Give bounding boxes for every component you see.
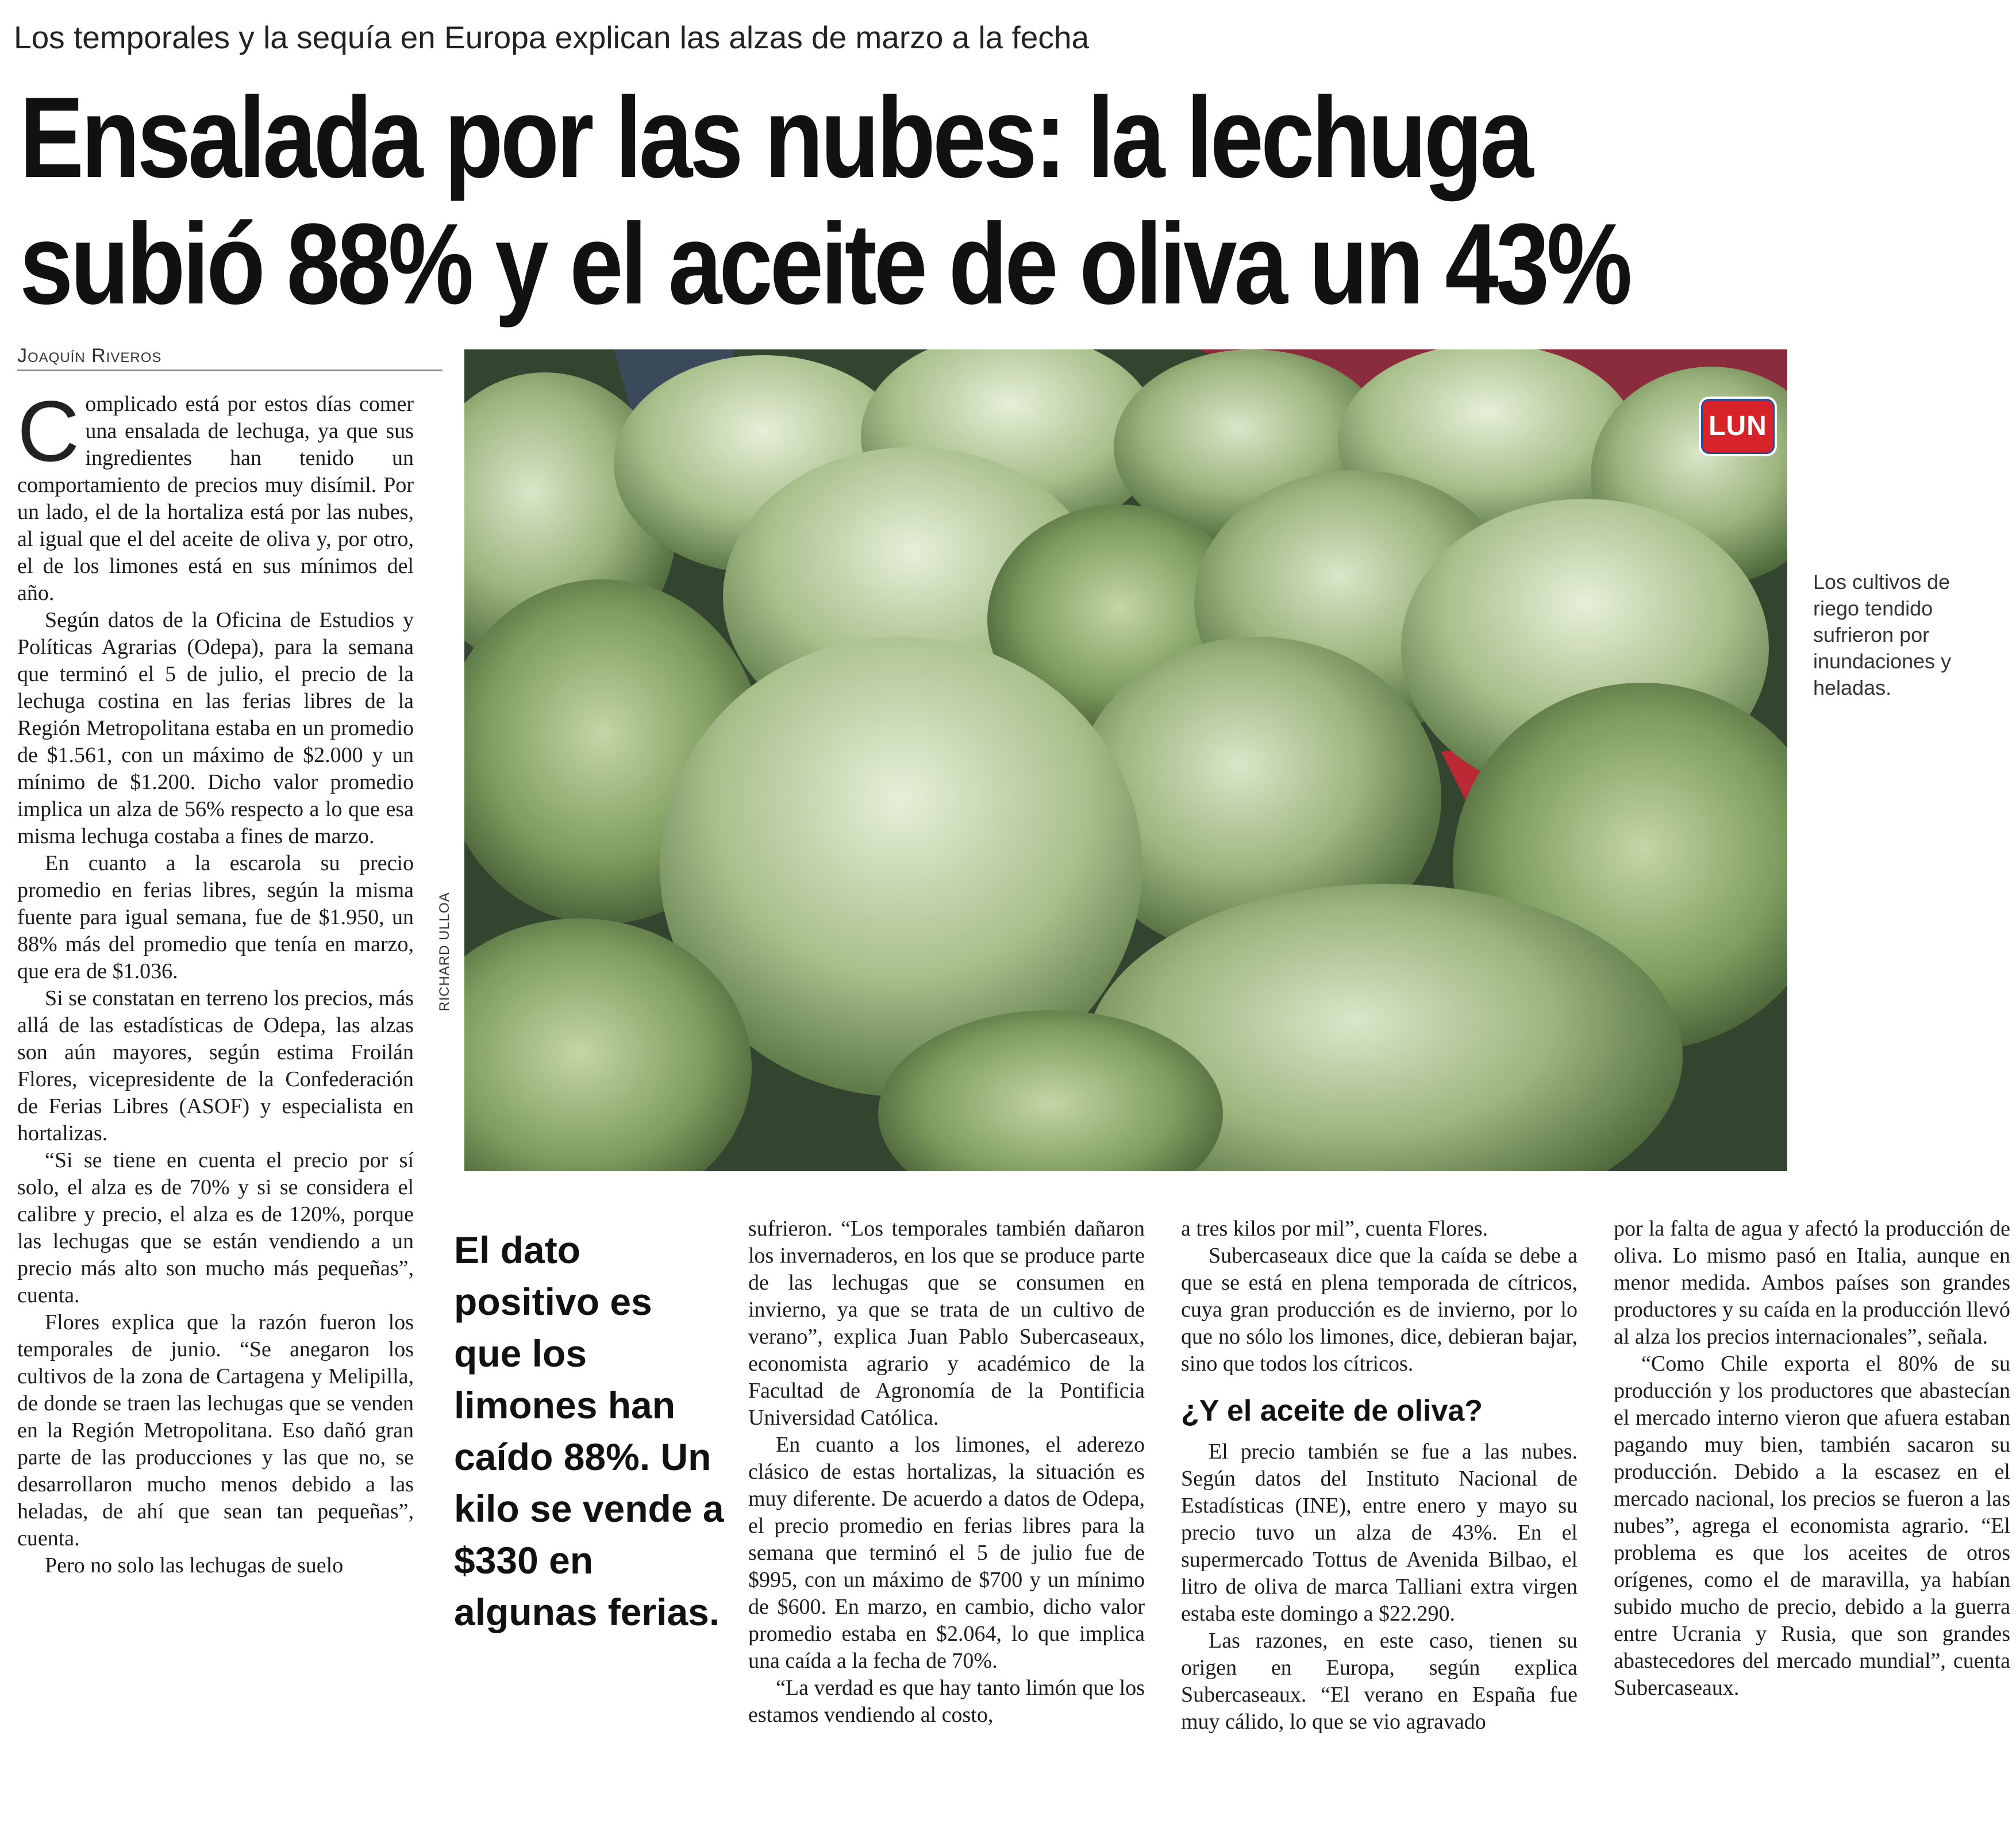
article-column-2 <box>748 1215 1145 1729</box>
paragraph: En cuanto a la escarola su precio promedio en ferias libres, según la misma fuente para igual semana, fue de $1.950, un 88% más del promedio que tenía en marzo, que era de $1.036. <box>17 851 414 983</box>
paragraph: Si se constatan en terreno los precios, más allá de las estadísticas de Odepa, las alzas son aún mayores, según estima Froilán Flores, vicepresidente de la Confederación de Ferias Libres (ASOF) y especialista en hortalizas. <box>17 986 414 1145</box>
paragraph <box>17 383 414 607</box>
photo-caption: Los cultivos de riego tendido sufrieron por inundaciones y heladas. <box>1813 570 1952 699</box>
kicker: Los temporales y la sequía en Europa explican las alzas de marzo a la fecha <box>14 20 1090 55</box>
paragraph: El precio también se fue a las nubes. Según datos del Instituto Nacional de Estadísticas (INE), entre enero y mayo su precio tuvo un alza de 43%. En el supermercado Tottus de Avenida Bilbao, el litro de oliva de marca Talliani extra virgen estaba este domingo a $22.290. <box>1181 1440 1578 1626</box>
lettuce-photo <box>464 349 1787 1171</box>
paragraph-text: omplicado está por estos días comer una ensalada de lechuga, ya que sus ingredientes han tenido un comportamiento de precios muy disímil. Por un lado, el de la hortaliza está por las nubes, al igual que el del aceite de oliva y, por otro, el de los limones está en sus mínimos del año. <box>17 392 414 605</box>
headline: Ensalada por las nubes: la lechuga subió 88% y el aceite de oliva un 43% <box>20 74 1630 328</box>
lettuce-illustration <box>464 349 1787 1171</box>
paragraph: Pero no solo las lechugas de suelo <box>45 1553 344 1578</box>
pull-quote: El dato positivo es que los limones han caído 88%. Un kilo se vende a $330 en algunas ferias. <box>454 1229 724 1633</box>
paragraph: “Si se tiene en cuenta el precio por sí solo, el alza es de 70% y si se considera el calibre y precio, el alza es de 120%, porque las lechugas que se están vendiendo a un precio más alto son mucho más pequeñas”, cuenta. <box>17 1148 414 1307</box>
article-column-4 <box>1614 1215 2010 1702</box>
paragraph: “Como Chile exporta el 80% de su producción y los productores que abastecían el mercado interno vieron que afuera estaban pagando muy bien, también sacaron su producción. Debido a la escasez en el mercado nacional, los precios se fueron a las nubes”, agrega el economista agrario. “El problema es que los aceites de otros orígenes, como el de maravilla, ya habían subido mucho de precio, debido a la guerra entre Ucrania y Rusia, que son grandes abastecedores del mercado mundial”, cuenta Subercaseaux. <box>1614 1352 2010 1700</box>
paragraph: Flores explica que la razón fueron los temporales de junio. “Se anegaron los cultivos de la zona de Cartagena y Melipilla, de donde se traen las lechugas que se venden en la Región Metropolitana. Eso dañó gran parte de las producciones y las que no, se desarrollaron mucho menos debido a las heladas, de ahí que sean tan pequeñas”, cuenta. <box>17 1310 414 1551</box>
paragraph: Según datos de la Oficina de Estudios y Políticas Agrarias (Odepa), para la semana que terminó el 5 de julio, el precio de la lechuga costina en las ferias libres de la Región Metropolitana estaba en un promedio de $1.561, con un máximo de $2.000 y un mínimo de $1.200. Dicho valor promedio implica un alza de 56% respecto a lo que esa misma lechuga costaba a fines de marzo. <box>17 608 414 848</box>
article-column-3 <box>1181 1215 1578 1736</box>
paragraph: sufrieron. “Los temporales también dañaron los invernaderos, en los que se produce parte de las lechugas que se consumen en invierno, ya que se trata de un cultivo de verano”, explica Juan Pablo Subercaseaux, economista agrario y académico de la Facultad de Agronomía de la Pontificia Universidad Católica. <box>748 1217 1145 1430</box>
paragraph: “La verdad es que hay tanto limón que los estamos vendiendo al costo, <box>748 1676 1145 1727</box>
lun-logo-badge <box>1699 397 1777 456</box>
subheading: ¿Y el aceite de oliva? <box>1181 1394 1483 1428</box>
paragraph: Las razones, en este caso, tienen su origen en Europa, según explica Subercaseaux. “El verano en España fue muy cálido, lo que se vio agravado <box>1181 1629 1578 1734</box>
drop-cap: C <box>17 383 80 479</box>
paragraph: Subercaseaux dice que la caída se debe a que se está en plena temporada de cítricos, cuya gran producción es de invierno, por lo que no sólo los limones, dice, debieran bajar, sino que todos los cítricos. <box>1181 1244 1578 1376</box>
photo-credit: RICHARD ULLOA <box>437 892 452 1011</box>
byline: Joaquín Riveros <box>17 345 443 371</box>
lun-logo-text: LUN <box>1709 411 1767 441</box>
paragraph: a tres kilos por mil”, cuenta Flores. <box>1181 1217 1488 1241</box>
paragraph: En cuanto a los limones, el aderezo clásico de estas hortalizas, la situación es muy diferente. De acuerdo a datos de Odepa, el precio promedio en ferias libres para la semana que terminó el 5 de julio fue de $995, con un máximo de $700 y un mínimo de $600. En marzo, en cambio, dicho valor promedio estaba en $2.064, lo que implica una caída a la fecha de 70%. <box>748 1433 1145 1673</box>
paragraph: por la falta de agua y afectó la producción de oliva. Lo mismo pasó en Italia, aunque en menor medida. Ambos países son grandes productores y su caída en la producción llevó al alza los precios internacionales”, señala. <box>1614 1217 2010 1349</box>
article-column-1 <box>17 383 414 1579</box>
